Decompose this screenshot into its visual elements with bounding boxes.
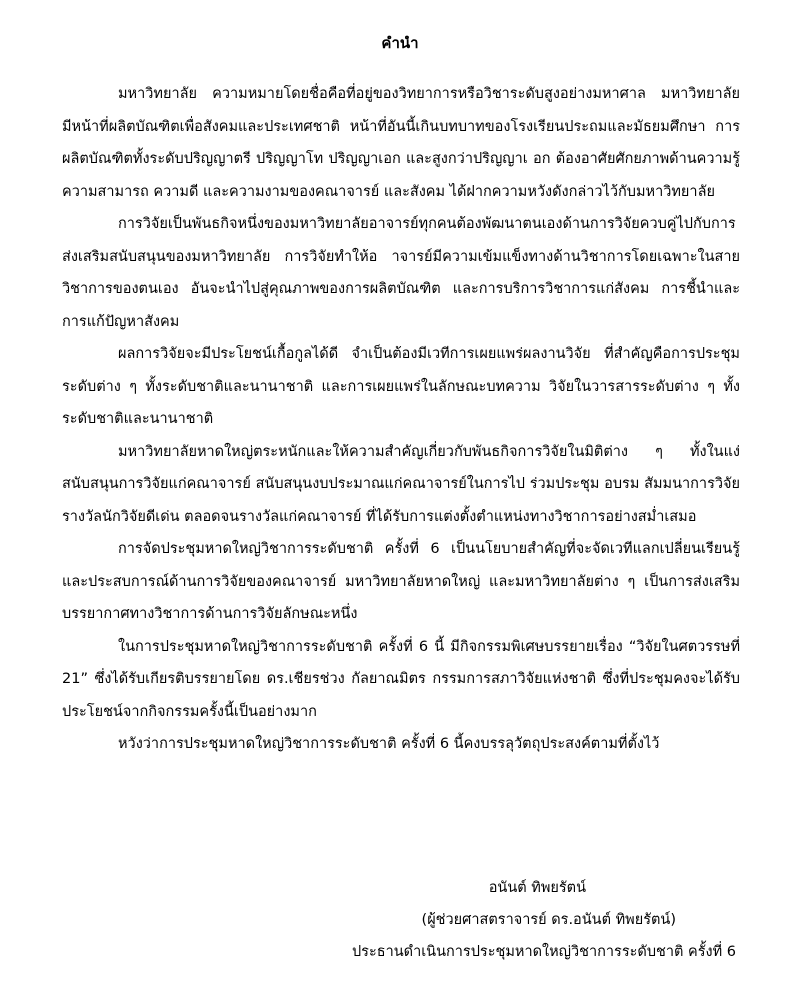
paragraph-2: การวิจัยเป็นพันธกิจหนึ่งของมหาวิทยาลัยอาจารย์ทุกคนต้องพัฒนาตนเองด้านการวิจัยควบคู่ไปกับการส่งเสริมสนับสนุนของมหาวิทยาลัย การวิจัยทำให้อ าจารย์มีความเข้มแข็งทางด้านวิชาการโดยเฉพาะในสายวิชาการของตนเอง อันจะนำไปสู่คุณภาพของการผลิตบัณฑิต และการบริการวิชาการแก่สังคม การชี้นำและการแก้ปัญหาสังคม — [62, 216, 740, 330]
page-title: คำนำ — [381, 34, 419, 52]
signature-role: ประธานดำเนินการประชุมหาดใหญ่วิชาการระดับชาติ ครั้งที่ 6 — [351, 944, 736, 960]
paragraph-7: หวังว่าการประชุมหาดใหญ่วิชาการระดับชาติ ครั้งที่ 6 นี้คงบรรลุวัตถุประสงค์ตามที่ตั้งไว้ — [118, 736, 660, 752]
signature-block — [316, 872, 736, 968]
paragraph-1: มหาวิทยาลัย ความหมายโดยชื่อคือที่อยู่ของวิทยาการหรือวิชาระดับสูงอย่างมหาศาล มหาวิทยาลัยมีหน้าที่ผลิตบัณฑิตเพื่อสังคมและประเทศชาติ หน้าที่อันนี้เกินบทบาทของโรงเรียนประถมและมัธยมศึกษา การผลิตบัณฑิตทั้งระดับปริญญาตรี ปริญญาโท ปริญญาเอก และสูงกว่าปริญญาเ อก ต้องอาศัยศักยภาพด้านความรู้ ความสามารถ ความดี และความงามของคณาจารย์ และสังคม ได้ฝากความหวังดังกล่าวไว้กับมหาวิทยาลัย — [62, 86, 740, 200]
signature-title: (ผู้ช่วยศาสตราจารย์ ดร.อนันต์ ทิพยรัตน์) — [421, 912, 676, 928]
paragraph-6: ในการประชุมหาดใหญ่วิชาการระดับชาติ ครั้งที่ 6 นี้ มีกิจกรรมพิเศษบรรยายเรื่อง “วิจัยในศตวรรษที่ 21” ซึ่งได้รับเกียรติบรรยายโดย ดร.เชียรช่วง กัลยาณมิตร กรรมการสภาวิจัยแห่งชาติ ซึ่งที่ประชุมคงจะได้รับประโยชน์จากกิจกรรมครั้งนี้เป็นอย่างมาก — [62, 638, 740, 720]
paragraph-5: การจัดประชุมหาดใหญ่วิชาการระดับชาติ ครั้งที่ 6 เป็นนโยบายสำคัญที่จะจัดเวทีแลกเปลี่ยนเรียนรู้และประสบการณ์ด้านการวิจัยของคณาจารย์ มหาวิทยาลัยหาดใหญ่ และมหาวิทยาลัยต่าง ๆ เป็นการส่งเสริมบรรยากาศทางวิชาการด้านการวิจัยลักษณะหนึ่ง — [62, 541, 740, 622]
signature-name: อนันต์ ทิพยรัตน์ — [488, 880, 586, 896]
document-body — [62, 78, 740, 761]
paragraph-4: มหาวิทยาลัยหาดใหญ่ตระหนักและให้ความสำคัญเกี่ยวกับพันธกิจการวิจัยในมิติต่าง ๆ ทั้งในแง่สนับสนุนการวิจัยแก่คณาจารย์ สนับสนุนงบประมาณแก่คณาจารย์ในการไป ร่วมประชุม อบรม สัมมนาการวิจัย รางวัลนักวิจัยดีเด่น ตลอดจนรางวัลแก่คณาจารย์ ที่ได้รับการแต่งตั้งตำแหน่งทางวิชาการอย่างสม่ำเสมอ — [62, 443, 740, 525]
paragraph-3: ผลการวิจัยจะมีประโยชน์เกื้อกูลได้ดี จำเป็นต้องมีเวทีการเผยแพร่ผลงานวิจัย ที่สำคัญคือการประชุมระดับต่าง ๆ ทั้งระดับชาติและนานาชาติ และการเผยแพร่ในลักษณะบทความ วิจัยในวารสารระดับต่าง ๆ ทั้งระดับชาติและนานาชาติ — [62, 346, 740, 427]
